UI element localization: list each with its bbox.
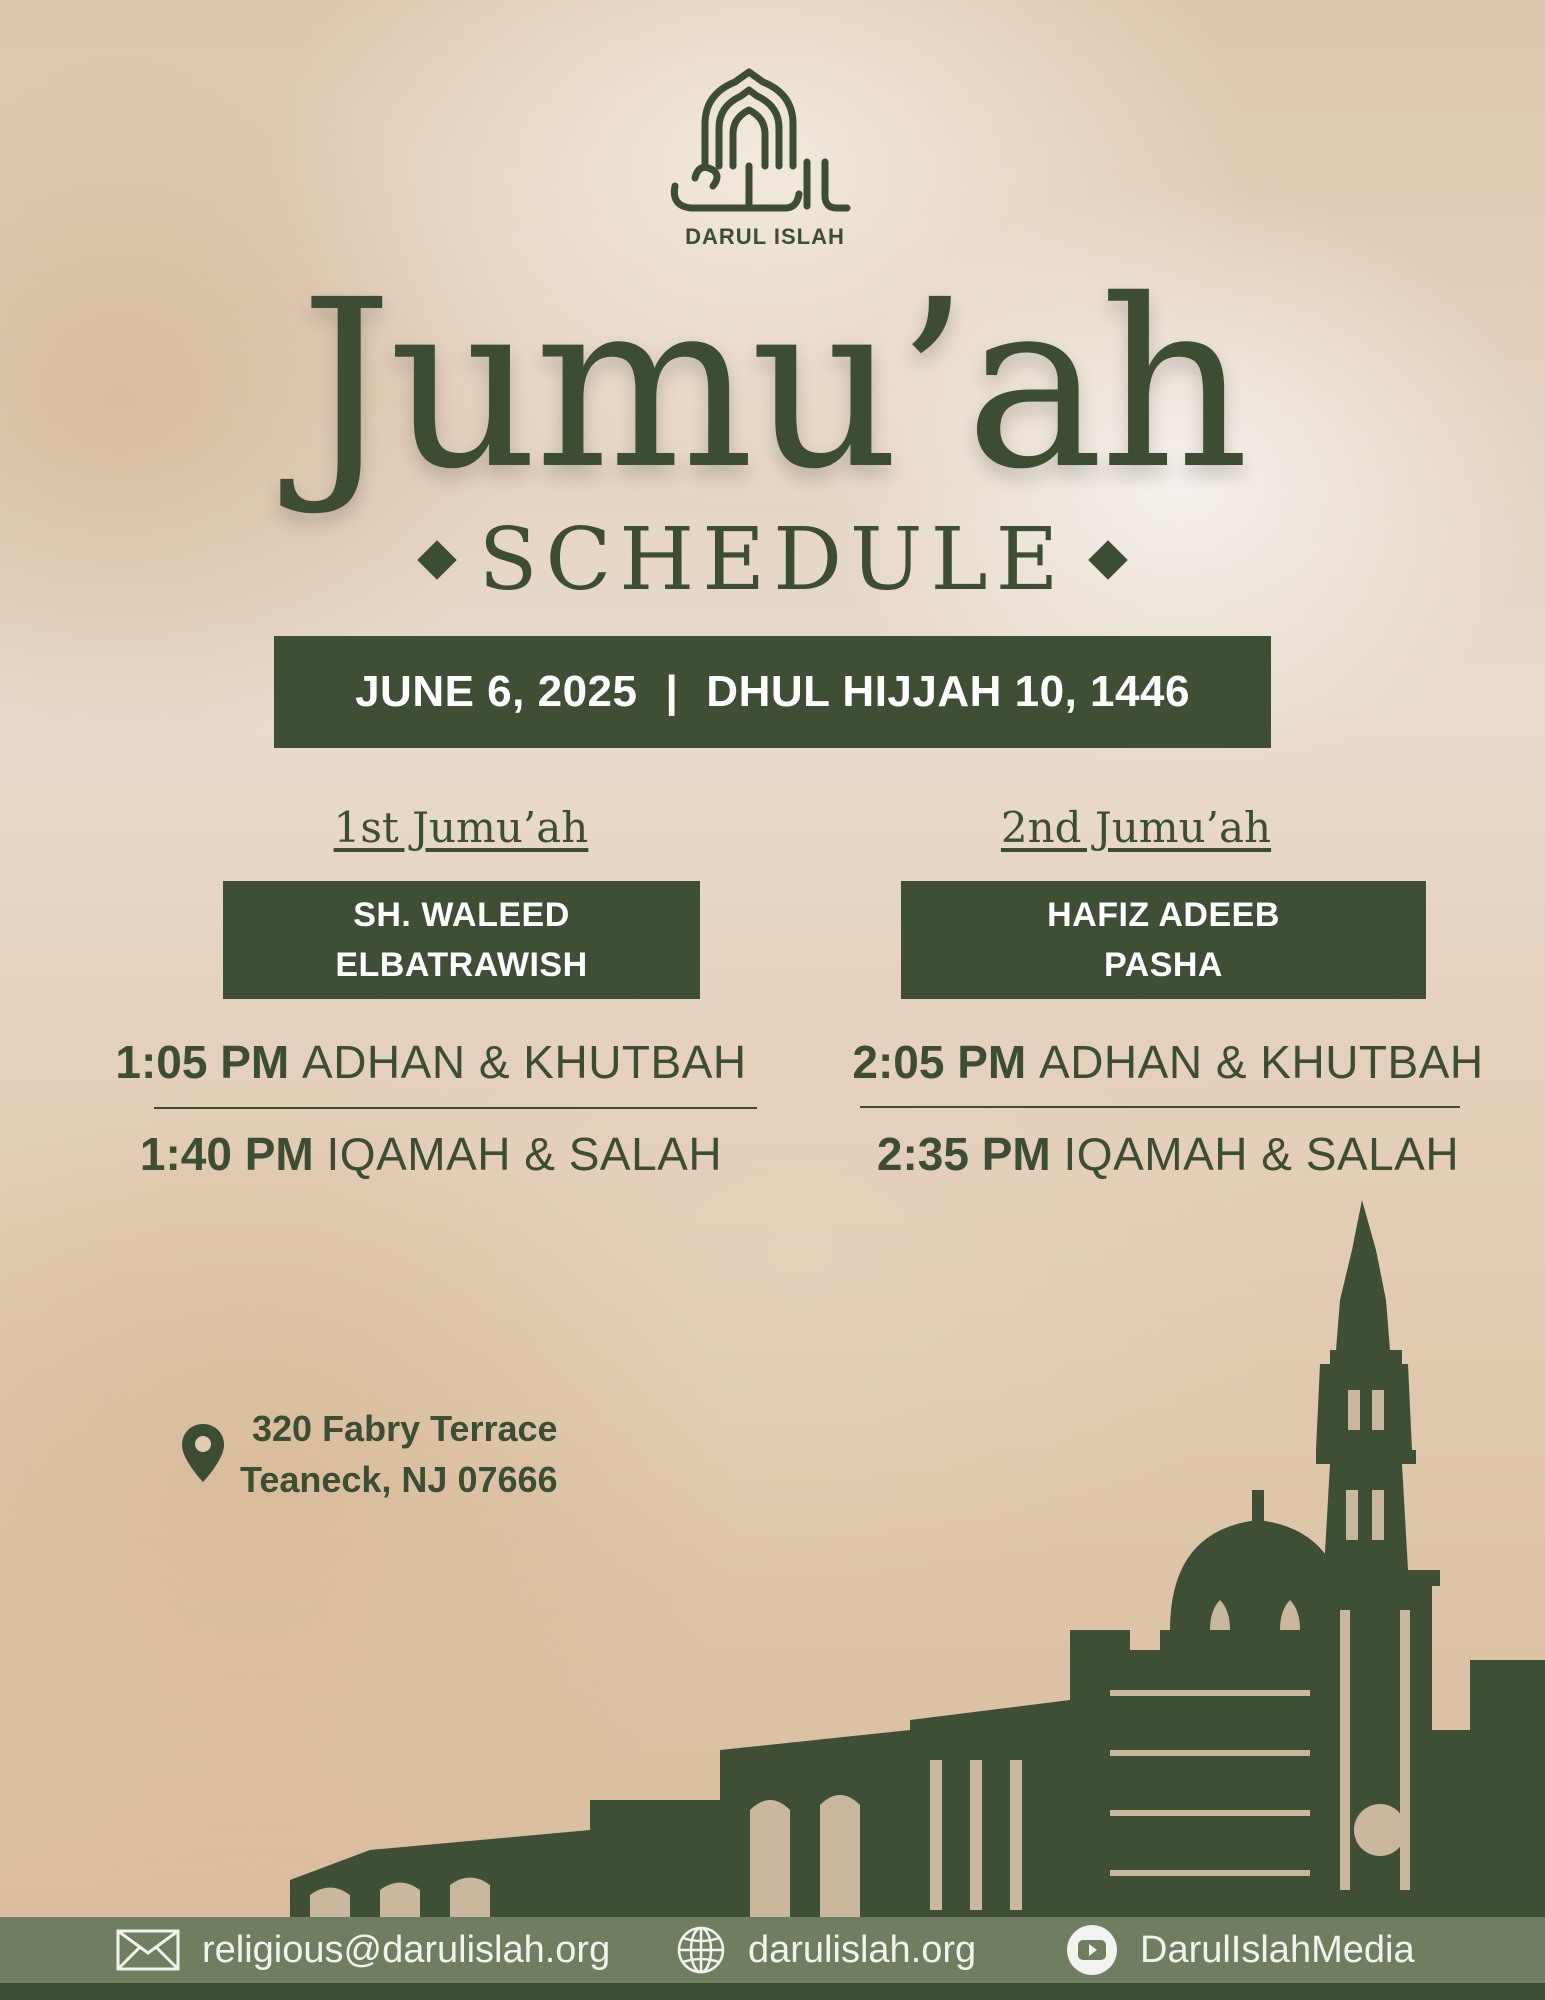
footer-website[interactable] bbox=[676, 1917, 976, 1983]
second-divider bbox=[860, 1106, 1460, 1108]
second-iqamah-label: IQAMAH & SALAH bbox=[1063, 1128, 1460, 1180]
second-adhan-time: 2:05 PM bbox=[852, 1036, 1027, 1088]
first-adhan-row bbox=[90, 1035, 772, 1089]
globe-icon bbox=[676, 1925, 726, 1975]
second-jumuah-heading: 2nd Jumu’ah bbox=[1000, 803, 1272, 852]
hijri-date: DHUL HIJJAH 10, 1446 bbox=[706, 667, 1190, 716]
second-adhan-row bbox=[818, 1035, 1518, 1089]
first-iqamah-row bbox=[90, 1127, 772, 1181]
page-title: Jumu’ah bbox=[299, 250, 1246, 520]
diamond-left-icon bbox=[417, 540, 457, 580]
footer-bar bbox=[0, 1917, 1545, 1983]
footer-email[interactable] bbox=[116, 1917, 610, 1983]
page-subtitle: SCHEDULE bbox=[478, 510, 1067, 610]
second-iqamah-row bbox=[818, 1127, 1518, 1181]
footer-email-text[interactable]: religious@darulislah.org bbox=[202, 1928, 611, 1971]
second-imam-line2: PASHA bbox=[1103, 946, 1223, 984]
second-imam-line1: HAFIZ ADEEB bbox=[1047, 896, 1280, 934]
subtitle-row bbox=[0, 510, 1545, 610]
gregorian-date: JUNE 6, 2025 bbox=[355, 667, 638, 716]
date-banner bbox=[274, 636, 1271, 748]
mosque-illustration bbox=[290, 1190, 1545, 1920]
footer-website-text[interactable]: darulislah.org bbox=[748, 1928, 977, 1971]
first-iqamah-time: 1:40 PM bbox=[139, 1128, 314, 1180]
first-divider bbox=[154, 1107, 757, 1109]
first-iqamah-label: IQAMAH & SALAH bbox=[326, 1128, 723, 1180]
youtube-icon bbox=[1066, 1924, 1118, 1976]
footer-bottom-strip bbox=[0, 1983, 1545, 2000]
first-adhan-label: ADHAN & KHUTBAH bbox=[302, 1036, 747, 1088]
arch-logo-icon bbox=[665, 66, 865, 226]
envelope-icon bbox=[116, 1929, 180, 1971]
first-imam-line2: ELBATRAWISH bbox=[335, 946, 588, 984]
darul-islah-logo bbox=[665, 66, 865, 256]
first-imam-line1: SH. WALEED bbox=[353, 896, 570, 934]
address-line1: 320 Fabry Terrace bbox=[252, 1408, 558, 1449]
first-adhan-time: 1:05 PM bbox=[115, 1036, 290, 1088]
diamond-right-icon bbox=[1089, 540, 1129, 580]
second-adhan-label: ADHAN & KHUTBAH bbox=[1039, 1036, 1484, 1088]
second-imam-box bbox=[901, 881, 1426, 999]
second-iqamah-time: 2:35 PM bbox=[876, 1128, 1051, 1180]
footer-youtube[interactable] bbox=[1066, 1917, 1415, 1983]
footer-youtube-text[interactable]: DarulIslahMedia bbox=[1140, 1928, 1415, 1971]
logo-wordmark: DARUL ISLAH bbox=[685, 224, 845, 249]
map-pin-icon bbox=[180, 1422, 226, 1489]
first-imam-box bbox=[223, 881, 700, 999]
first-jumuah-heading: 1st Jumu’ah bbox=[333, 803, 589, 852]
address-line2: Teaneck, NJ 07666 bbox=[240, 1459, 558, 1500]
date-separator: | bbox=[665, 667, 679, 716]
